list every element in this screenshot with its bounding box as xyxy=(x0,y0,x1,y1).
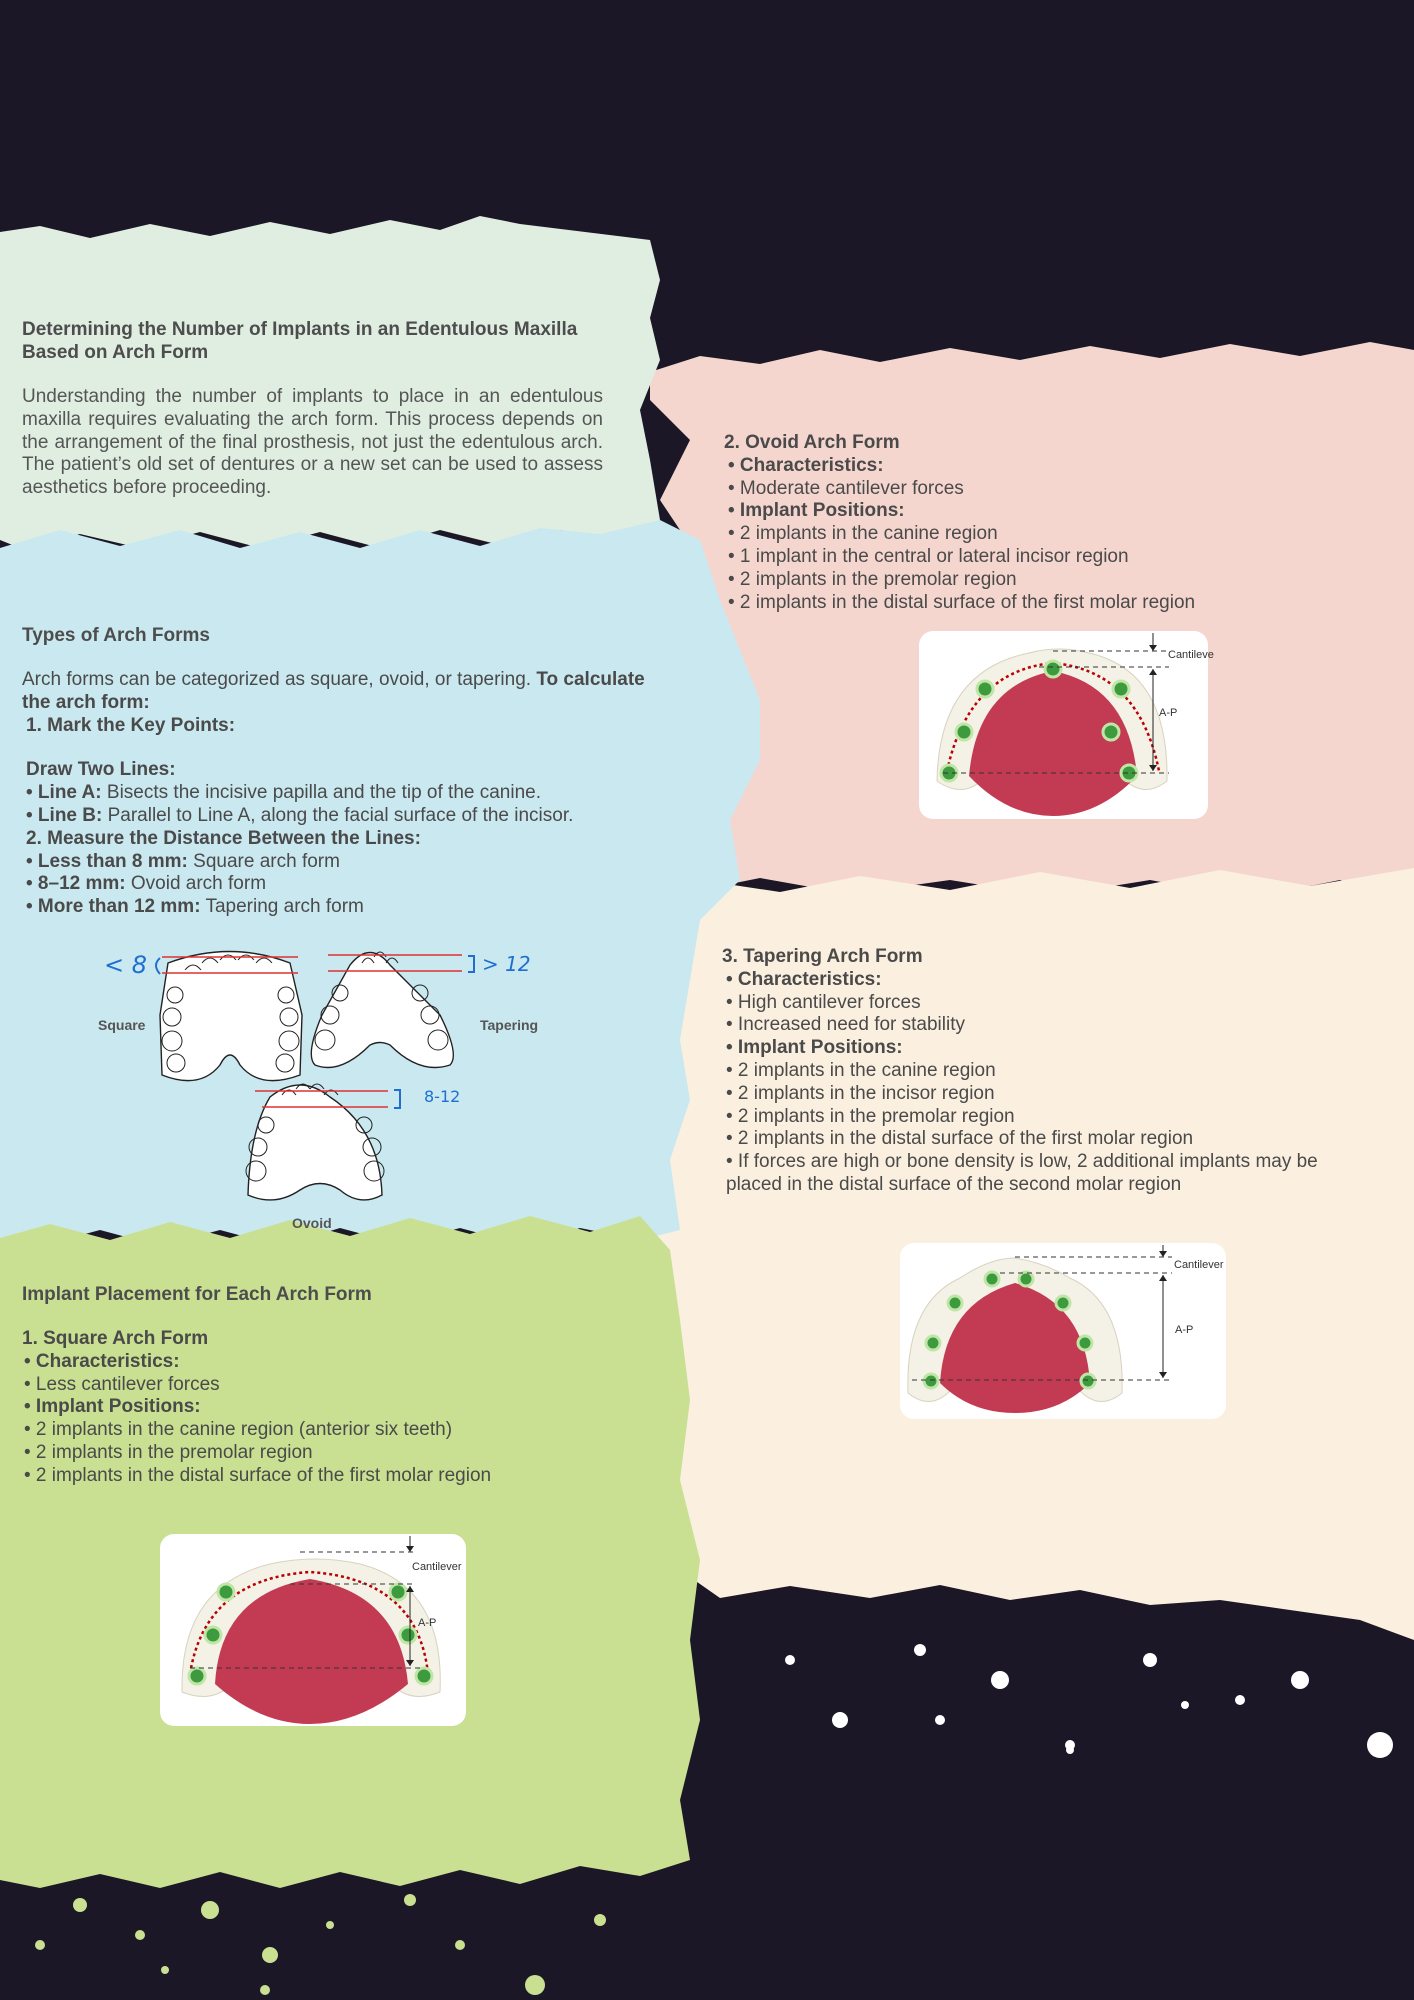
arch-forms-diagram xyxy=(90,945,560,1235)
placement-title: Implant Placement for Each Arch Form xyxy=(22,1284,372,1305)
types-lead-bold: To calculate the arch form: xyxy=(22,669,645,713)
square-label: Square xyxy=(98,1017,146,1033)
line-b-text: Parallel to Line A, along the facial surface of the incisor. xyxy=(107,804,574,826)
measure-3 xyxy=(22,896,662,919)
tapering-label: Tapering xyxy=(480,1017,539,1033)
intro-body: Understanding the number of implants to place in an edentulous maxilla requires evaluating the arch form. This process depends on the arrangement of the final prosthesis, not just the edentulous arch. The patient’s old set of dentures or a new set can be used to assess aesthetics before proceeding. xyxy=(22,386,603,499)
types-lead-text: Arch forms can be categorized as square, ovoid, or tapering. xyxy=(22,669,532,690)
types-panel xyxy=(22,624,662,919)
tapering-fig-cantilever: Cantilever xyxy=(1174,1259,1224,1271)
ovoid-pos-item: • 2 implants in the distal surface of the first molar region xyxy=(728,591,1196,613)
measure-3-label: • More than 12 mm: xyxy=(26,896,201,918)
square-heading: 1. Square Arch Form xyxy=(22,1328,209,1349)
ovoid-label: Ovoid xyxy=(292,1215,332,1231)
tapering-char-item: • Increased need for stability xyxy=(726,1014,966,1036)
ovoid-char-label: • Characteristics: xyxy=(728,454,884,476)
ovoid-arch-sketch xyxy=(246,1084,384,1200)
square-arch-sketch xyxy=(160,952,302,1081)
measure-2-text: Ovoid arch form xyxy=(130,873,267,895)
ovoid-pos-label: • Implant Positions: xyxy=(728,500,905,522)
intro-panel xyxy=(22,318,603,500)
ovoid-pos-item: • 2 implants in the premolar region xyxy=(728,568,1017,590)
placement-panel xyxy=(22,1283,642,1488)
square-pos-item: • 2 implants in the distal surface of the first molar region xyxy=(24,1464,492,1486)
ovoid-panel xyxy=(724,432,1364,614)
tapering-implant-figure xyxy=(900,1243,1226,1419)
square-pos-label: • Implant Positions: xyxy=(24,1396,201,1418)
square-char-item: • Less cantilever forces xyxy=(24,1373,220,1395)
tapering-pos-item: • 2 implants in the canine region xyxy=(726,1059,996,1081)
square-note: < 8 xyxy=(104,951,148,979)
ovoid-note: 8-12 xyxy=(424,1087,461,1106)
measure-1-label: • Less than 8 mm: xyxy=(26,850,188,872)
measure-2-label: • 8–12 mm: xyxy=(26,873,126,895)
types-lead xyxy=(22,669,662,715)
line-b-item xyxy=(22,805,662,828)
line-a-label: • Line A: xyxy=(26,782,102,804)
step1-heading: 1. Mark the Key Points: xyxy=(26,714,236,736)
line-a-item xyxy=(22,782,662,805)
square-pos-item: • 2 implants in the premolar region xyxy=(24,1441,313,1463)
tapering-fig-ap: A-P xyxy=(1175,1324,1194,1336)
tapering-pos-label: • Implant Positions: xyxy=(726,1037,903,1059)
intro-title: Determining the Number of Implants in an Edentulous Maxilla Based on Arch Form xyxy=(22,319,578,363)
tapering-note: > 12 xyxy=(482,952,531,976)
measure-1-text: Square arch form xyxy=(193,850,340,872)
square-fig-ap: A-P xyxy=(418,1617,437,1629)
tapering-arch-sketch xyxy=(311,952,453,1068)
ovoid-heading: 2. Ovoid Arch Form xyxy=(724,432,900,453)
tapering-char-item: • High cantilever forces xyxy=(726,991,921,1013)
draw-title: Draw Two Lines: xyxy=(26,759,176,781)
types-title: Types of Arch Forms xyxy=(22,625,210,646)
ovoid-implant-figure xyxy=(919,631,1214,819)
tapering-pos-item: • 2 implants in the incisor region xyxy=(726,1082,995,1104)
ovoid-fig-ap: A-P xyxy=(1159,707,1178,719)
tapering-extra: • If forces are high or bone density is low, 2 additional implants may be placed in the distal surface of the second molar region xyxy=(726,1151,1318,1195)
measure-3-text: Tapering arch form xyxy=(205,896,364,918)
square-pos-item: • 2 implants in the canine region (anterior six teeth) xyxy=(24,1419,453,1441)
tapering-pos-item: • 2 implants in the premolar region xyxy=(726,1105,1015,1127)
line-b-label: • Line B: xyxy=(26,804,103,826)
measure-1 xyxy=(22,851,662,874)
ovoid-pos-item: • 2 implants in the canine region xyxy=(728,523,998,545)
ovoid-char-item: • Moderate cantilever forces xyxy=(728,477,964,499)
square-char-label: • Characteristics: xyxy=(24,1350,180,1372)
square-fig-cantilever: Cantilever xyxy=(412,1561,462,1573)
tapering-heading: 3. Tapering Arch Form xyxy=(722,946,923,967)
square-implant-figure xyxy=(160,1534,466,1726)
ovoid-pos-item: • 1 implant in the central or lateral incisor region xyxy=(728,545,1129,567)
line-a-text: Bisects the incisive papilla and the tip of the canine. xyxy=(106,782,542,804)
step2-heading: 2. Measure the Distance Between the Lines: xyxy=(26,827,421,849)
measure-2 xyxy=(22,873,662,896)
tapering-pos-item: • 2 implants in the distal surface of the first molar region xyxy=(726,1128,1194,1150)
tapering-panel xyxy=(722,946,1342,1197)
ovoid-fig-cantilever: Cantileve xyxy=(1168,649,1214,661)
tapering-char-label: • Characteristics: xyxy=(726,968,882,990)
